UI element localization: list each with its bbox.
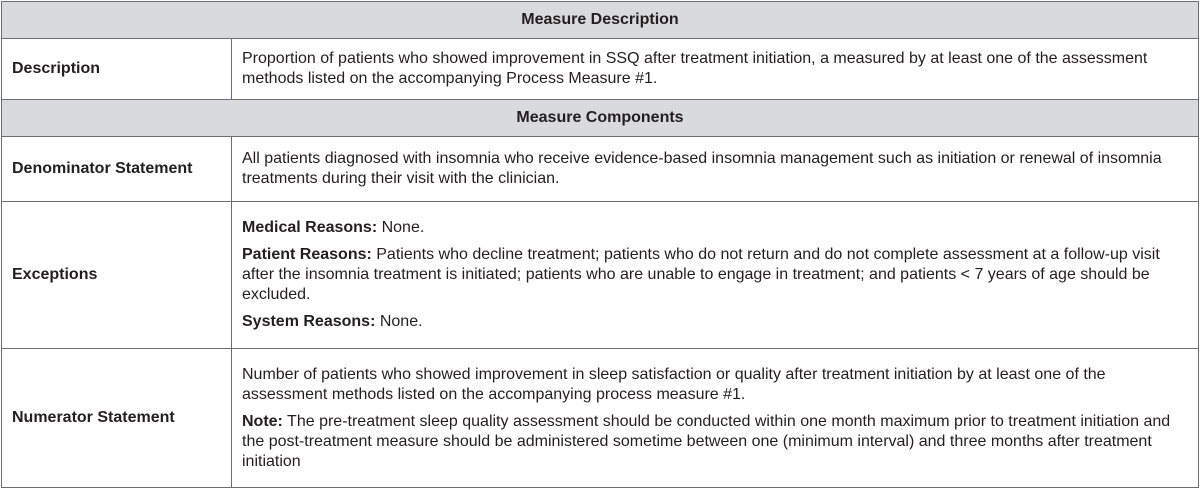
description-text: Proportion of patients who showed improvement in SSQ after treatment initiation, a measured by at least one of the assessment methods listed on the accompanying Process Measure #1. (242, 50, 1148, 87)
section-header-measure-components: Measure Components (2, 100, 1199, 137)
row-label-denominator: Denominator Statement (2, 137, 232, 202)
table-row (2, 349, 1199, 488)
row-label-numerator: Numerator Statement (2, 349, 232, 488)
patient-reasons (242, 245, 1188, 305)
section-header-row (2, 100, 1199, 137)
note-label: Note: (242, 412, 283, 430)
patient-reasons-text: Patients who decline treatment; patients who do not return and do not complete assessment at a follow-up visit after the insomnia treatment is initiated; patients who are unable to engage in treatment; and patients < 7 years of age should be excluded. (242, 246, 1160, 303)
medical-reasons-label: Medical Reasons: (242, 219, 378, 236)
section-header-measure-description: Measure Description (2, 2, 1199, 39)
measure-table (1, 1, 1199, 488)
numerator-note (242, 412, 1188, 472)
row-value-description (232, 39, 1199, 100)
row-value-denominator (232, 137, 1199, 202)
numerator-text: Number of patients who showed improvement in sleep satisfaction or quality after treatment initiation by at least one of the assessment methods listed on the accompanying process measure #1. (242, 365, 1106, 403)
system-reasons (242, 312, 1188, 332)
table-row (2, 137, 1199, 202)
system-reasons-text: None. (375, 313, 423, 330)
medical-reasons (242, 218, 1188, 238)
denominator-text: All patients diagnosed with insomnia who receive evidence-based insomnia management such as initiation or renewal of insomnia treatments during their visit with the clinician. (242, 150, 1162, 187)
section-header-row (2, 2, 1199, 39)
row-value-numerator (232, 349, 1199, 488)
system-reasons-label: System Reasons: (242, 313, 376, 330)
table-row (2, 202, 1199, 349)
note-text: The pre-treatment sleep quality assessment should be conducted within one month maximum prior to treatment initiation and the post-treatment measure should be administered sometime between one (minimum interval) and three months after treatment initiation (242, 412, 1171, 470)
row-label-description: Description (2, 39, 232, 100)
row-label-exceptions: Exceptions (2, 202, 232, 349)
table-row (2, 39, 1199, 100)
row-value-exceptions (232, 202, 1199, 349)
medical-reasons-text: None. (377, 219, 425, 236)
patient-reasons-label: Patient Reasons: (242, 246, 372, 263)
